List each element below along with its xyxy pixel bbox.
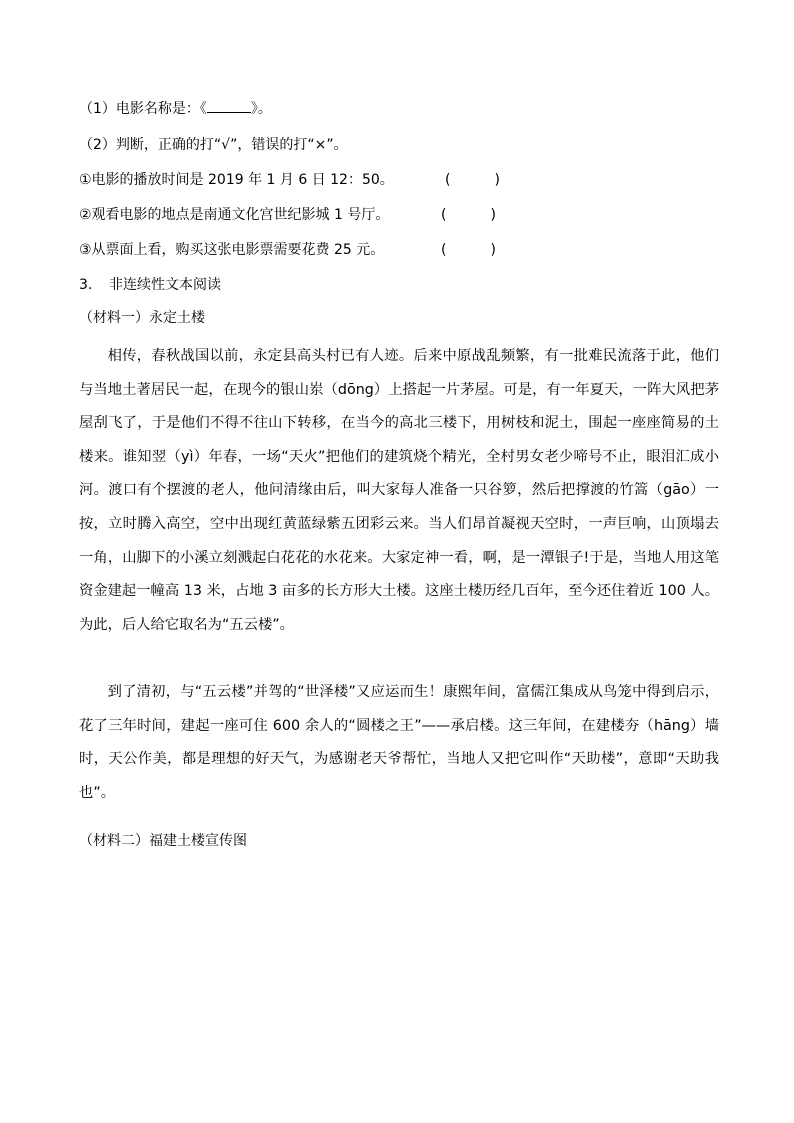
section-3-number: 3. (79, 277, 93, 293)
section-3-heading (79, 276, 221, 294)
paren-close: ) (494, 172, 500, 188)
material-1-heading: （材料一）永定土楼 (79, 310, 205, 326)
material-1-paragraph-1: 相传，春秋战国以前，永定县高头村已有人迹。后来中原战乱频繁，有一批难民流落于此，他们与当地土著居民一起，在现今的银山岽（dōng）上搭起一片茅屋。可是，有一年夏天，一阵大风把茅屋刮飞了，于是他们不得不往山下转移，在当今的高北三楼下，用树枝和泥土，围起一座座简易的土楼来。谁知翌（yì）年春，一场“天火”把他们的建筑烧个精光，全村男女老少啼号不止，眼泪汇成小河。渡口有个摆渡的老人，他问清缘由后，叫大家每人准备一只谷箩，然后把撑渡的竹篙（gāo）一按，立时腾入高空，空中出现红黄蓝绿紫五团彩云来。当人们昂首凝视天空时，一声巨响，山顶塌去一角，山脚下的小溪立刻溅起白花花的水花来。大家定神一看，啊，是一潭银子!于是，当地人用这笔资金建起一幢高 13 米，占地 3 亩多的长方形大土楼。这座土楼历经几百年，至今还住着近 100 人。为此，后人给它取名为“五云楼”。 (79, 348, 719, 633)
material-1-paragraph-2: 到了清初，与“五云楼”并驾的“世泽楼”又应运而生！康熙年间，富儒江集成从鸟笼中得到启示，花了三年时间，建起一座可住 600 余人的“圆楼之王”——承启楼。这三年间，在建楼夯（hāng）墙时，天公作美，都是理想的好天气，为感谢老天爷帮忙，当地人又把它叫作“天助楼”，意即“天助我也”。 (79, 684, 719, 801)
judge-item-2 (79, 206, 503, 224)
judge-item-3-text: ③从票面上看，购买这张电影票需要花费 25 元。 (79, 242, 385, 258)
judge-item-3 (79, 241, 503, 259)
judge-item-1-answer (445, 171, 507, 189)
question-1-suffix: 》。 (250, 101, 272, 117)
question-1 (79, 100, 272, 118)
judge-item-2-answer (441, 206, 503, 224)
judge-item-3-answer (441, 241, 503, 259)
judge-item-1 (79, 171, 507, 189)
judge-item-2-text: ②观看电影的地点是南通文化宫世纪影城 1 号厅。 (79, 207, 390, 223)
judge-item-1-text: ①电影的播放时间是 2019 年 1 月 6 日 12：50。 (79, 172, 394, 188)
question-2-intro: （2）判断，正确的打“√”，错误的打“×”。 (79, 137, 348, 153)
material-2-heading: （材料二）福建土楼宣传图 (79, 833, 247, 849)
movie-name-blank (207, 100, 251, 113)
paren-open: ( (441, 207, 447, 223)
paren-open: ( (445, 172, 451, 188)
paren-close: ) (490, 207, 496, 223)
paren-close: ) (490, 242, 496, 258)
question-1-label: （1）电影名称是：《 (79, 101, 207, 117)
section-3-title: 非连续性文本阅读 (109, 277, 221, 293)
paren-open: ( (441, 242, 447, 258)
